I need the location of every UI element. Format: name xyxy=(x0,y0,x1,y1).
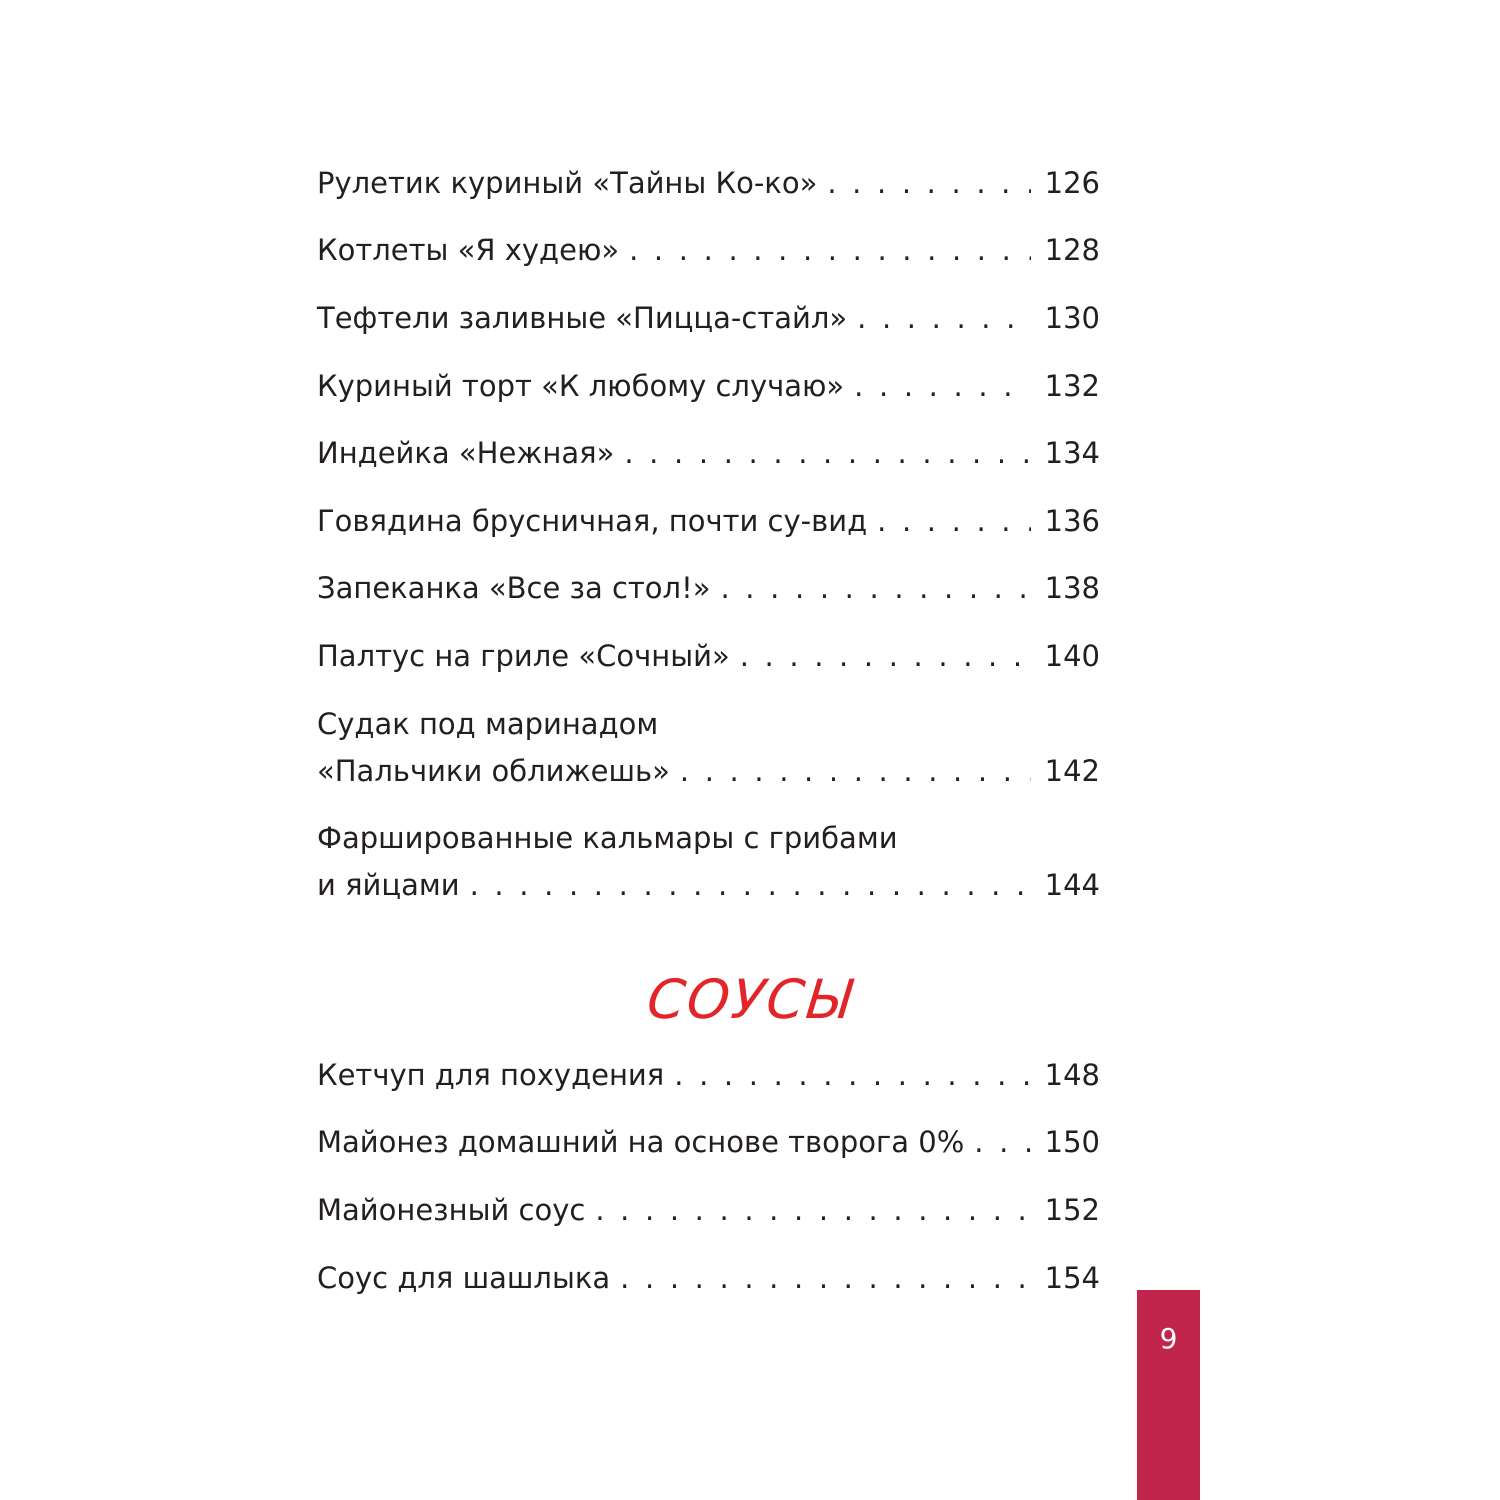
toc-entry-title: Рулетик куриный «Тайны Ко-ко» xyxy=(317,166,818,200)
dot-leader xyxy=(674,1052,1030,1099)
section-heading-sauces: СОУСЫ xyxy=(644,968,856,1031)
toc-entry-title: Майонез домашний на основе творога 0% xyxy=(317,1125,965,1159)
dot-leader xyxy=(974,1119,1030,1166)
toc-entry-title: «Пальчики оближешь» xyxy=(317,754,670,788)
toc-entry-title: Соус для шашлыка xyxy=(317,1261,611,1295)
toc-entry[interactable] xyxy=(317,565,1100,612)
toc-entry[interactable] xyxy=(317,363,1100,410)
toc-entry-page: 128 xyxy=(1044,233,1100,267)
toc-entry[interactable] xyxy=(317,160,1100,207)
toc-entry-title: Кетчуп для похудения xyxy=(317,1058,665,1092)
dot-leader xyxy=(629,227,1031,274)
toc-entry[interactable] xyxy=(317,227,1100,274)
toc-entry-page: 140 xyxy=(1044,639,1100,673)
dot-leader xyxy=(854,363,1030,410)
dot-leader xyxy=(470,862,1031,909)
toc-entry-title: Говядина брусничная, почти су-вид xyxy=(317,504,868,538)
toc-entry-page: 150 xyxy=(1044,1125,1100,1159)
toc-entry[interactable] xyxy=(317,295,1100,342)
toc-entry-page: 138 xyxy=(1044,571,1100,605)
toc-entry-title: Запеканка «Все за стол!» xyxy=(317,571,711,605)
dot-leader xyxy=(827,160,1030,207)
toc-entry[interactable] xyxy=(317,1187,1100,1234)
toc-entry-title: Котлеты «Я худею» xyxy=(317,233,620,267)
dot-leader xyxy=(595,1187,1030,1234)
toc-entry-title: Майонезный соус xyxy=(317,1193,586,1227)
toc-entry-page: 154 xyxy=(1044,1261,1100,1295)
toc-entry[interactable] xyxy=(317,701,1100,795)
toc-entry-title: Фаршированные кальмары с грибами xyxy=(317,821,898,855)
toc-entry-title: Палтус на гриле «Сочный» xyxy=(317,639,730,673)
toc-entry-page: 126 xyxy=(1044,166,1100,200)
toc-entry-title: Куриный торт «К любому случаю» xyxy=(317,369,845,403)
page-number-tab xyxy=(1137,1290,1200,1500)
dot-leader xyxy=(620,1255,1031,1302)
dot-leader xyxy=(720,565,1030,612)
toc-entry[interactable] xyxy=(317,498,1100,545)
dot-leader xyxy=(740,633,1031,680)
toc-entry[interactable] xyxy=(317,815,1100,909)
toc-entry[interactable] xyxy=(317,633,1100,680)
toc-entry-page: 142 xyxy=(1044,754,1100,788)
toc-entry-page: 134 xyxy=(1044,436,1100,470)
toc-entry-title: Тефтели заливные «Пицца-стайл» xyxy=(317,301,848,335)
toc-entry-title: Индейка «Нежная» xyxy=(317,436,615,470)
toc-entry-title: и яйцами xyxy=(317,868,460,902)
toc-entry[interactable] xyxy=(317,1119,1100,1166)
dot-leader xyxy=(680,748,1031,795)
dot-leader xyxy=(877,498,1031,545)
toc-entry-page: 132 xyxy=(1044,369,1100,403)
toc-entry-title: Судак под маринадом xyxy=(317,707,659,741)
toc-entry[interactable] xyxy=(317,1052,1100,1099)
toc-entry-page: 136 xyxy=(1044,504,1100,538)
toc-entry-page: 144 xyxy=(1044,868,1100,902)
toc-entry[interactable] xyxy=(317,1255,1100,1302)
toc-entry-page: 130 xyxy=(1044,301,1100,335)
toc-entry-page: 148 xyxy=(1044,1058,1100,1092)
page-number: 9 xyxy=(1159,1322,1178,1355)
dot-leader xyxy=(857,295,1031,342)
toc-entry[interactable] xyxy=(317,430,1100,477)
toc-entry-page: 152 xyxy=(1044,1193,1100,1227)
dot-leader xyxy=(624,430,1030,477)
